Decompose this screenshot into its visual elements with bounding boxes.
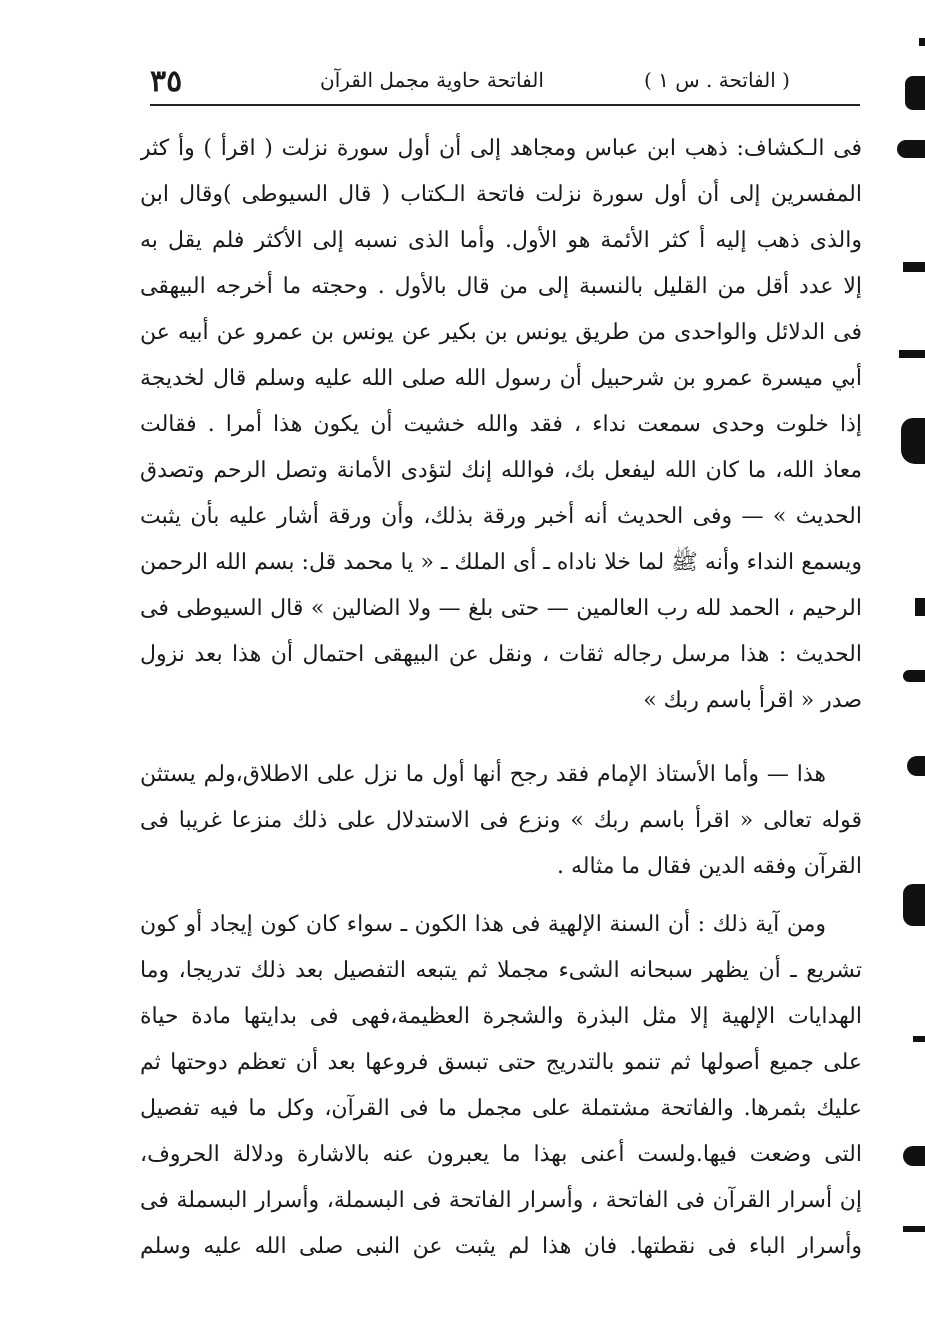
text-line: أبي ميسرة عمرو بن شرحبيل أن رسول الله صلى الله عليه وسلم قال لخديجة [140, 366, 862, 391]
scan-edge-mark [899, 350, 925, 358]
scan-edge-mark [915, 598, 925, 616]
text-line: ويسمع النداء وأنه ﷺ لما خلا ناداه ـ أى الملك ـ « يا محمد قل: بسم الله الرحمن [140, 550, 862, 575]
paragraph-2 [140, 752, 862, 890]
running-head [150, 62, 790, 102]
text-line: الهدايات الإلهية إلا مثل البذرة والشجرة العظيمة،فهى فى بدايتها مادة حياة [140, 1004, 862, 1029]
running-head-title: الفاتحة حاوية مجمل القرآن [320, 68, 544, 92]
text-line: صدر « اقرأ باسم ربك » [643, 688, 862, 713]
text-line: القرآن وفقه الدين فقال ما مثاله . [556, 854, 862, 879]
paragraph-3 [140, 902, 862, 1270]
header-rule [150, 104, 860, 106]
scan-edge-mark [903, 1226, 925, 1232]
scan-edge-mark [903, 1146, 925, 1166]
page-number: ٣٥ [150, 64, 183, 99]
scan-edge-mark [903, 670, 925, 682]
scan-edge-mark [905, 76, 925, 110]
text-line: الحديث : هذا مرسل رجاله ثقات ، ونقل عن البيهقى احتمال أن هذا بعد نزول [140, 642, 862, 667]
text-line: إذا خلوت وحدى سمعت نداء ، فقد والله خشيت أن يكون هذا أمرا . فقالت [140, 412, 862, 437]
scan-edge-mark [907, 756, 925, 776]
text-line: معاذ الله، ما كان الله ليفعل بك، فوالله إنك لتؤدى الأمانة وتصل الرحم وتصدق [140, 458, 862, 483]
text-line: عليك بثمرها. والفاتحة مشتملة على مجمل ما فى القرآن، وكل ما فيه تفصيل [140, 1096, 862, 1121]
text-line: على جميع أصولها ثم تنمو بالتدريج حتى تبسق فروعها بعد أن تعظم دوحتها ثم [140, 1050, 862, 1075]
scan-edge-mark [913, 1036, 925, 1042]
running-head-reference: ( الفاتحة . س ١ ) [644, 68, 790, 92]
text-line: الرحيم ، الحمد لله رب العالمين — حتى بلغ — ولا الضالين » قال السيوطى فى [140, 596, 862, 621]
text-line: فى الـكشاف: ذهب ابن عباس ومجاهد إلى أن أول سورة نزلت ( اقرأ ) وأ كثر [140, 136, 862, 161]
scan-edge-mark [897, 140, 925, 158]
text-line: إن أسرار القرآن فى الفاتحة ، وأسرار الفاتحة فى البسملة، وأسرار البسملة فى [140, 1188, 862, 1213]
text-line: تشريع ـ أن يظهر سبحانه الشىء مجملا ثم يتبعه التفصيل بعد ذلك تدريجا، وما [140, 958, 862, 983]
text-line: إلا عدد أقل من القليل بالنسبة إلى من قال بالأول . وحجته ما أخرجه البيهقى [140, 274, 862, 299]
text-line: هذا — وأما الأستاذ الإمام فقد رجح أنها أول ما نزل على الاطلاق،ولم يستثن [140, 762, 826, 787]
text-line: ومن آية ذلك : أن السنة الإلهية فى هذا الكون ـ سواء كان كون إيجاد أو كون [140, 912, 826, 937]
text-line: قوله تعالى « اقرأ باسم ربك » ونزع فى الاستدلال على ذلك منزعا غريبا فى [140, 808, 862, 833]
scan-edge-mark [903, 884, 925, 926]
text-line: وأسرار الباء فى نقطتها. فان هذا لم يثبت عن النبى صلى الله عليه وسلم [140, 1234, 862, 1259]
paragraph-1 [140, 126, 862, 724]
text-line: فى الدلائل والواحدى من طريق يونس بن بكير عن يونس بن عمرو عن أبيه عن [140, 320, 862, 345]
text-line: والذى ذهب إليه أ كثر الأئمة هو الأول. وأما الذى نسبه إلى الأكثر فلم يقل به [140, 228, 862, 253]
scan-edge-mark [903, 262, 925, 272]
text-line: التى وضعت فيها.ولست أعنى بهذا ما يعبرون عنه بالاشارة ودلالة الحروف، [140, 1142, 862, 1167]
scan-edge-mark [901, 418, 925, 464]
scan-edge-mark [919, 38, 925, 46]
text-line: المفسرين إلى أن أول سورة نزلت فاتحة الـكتاب ( قال السيوطى )وقال ابن [140, 182, 862, 207]
text-line: الحديث » — وفى الحديث أنه أخبر ورقة بذلك، وأن ورقة أشار عليه بأن يثبت [140, 504, 862, 529]
